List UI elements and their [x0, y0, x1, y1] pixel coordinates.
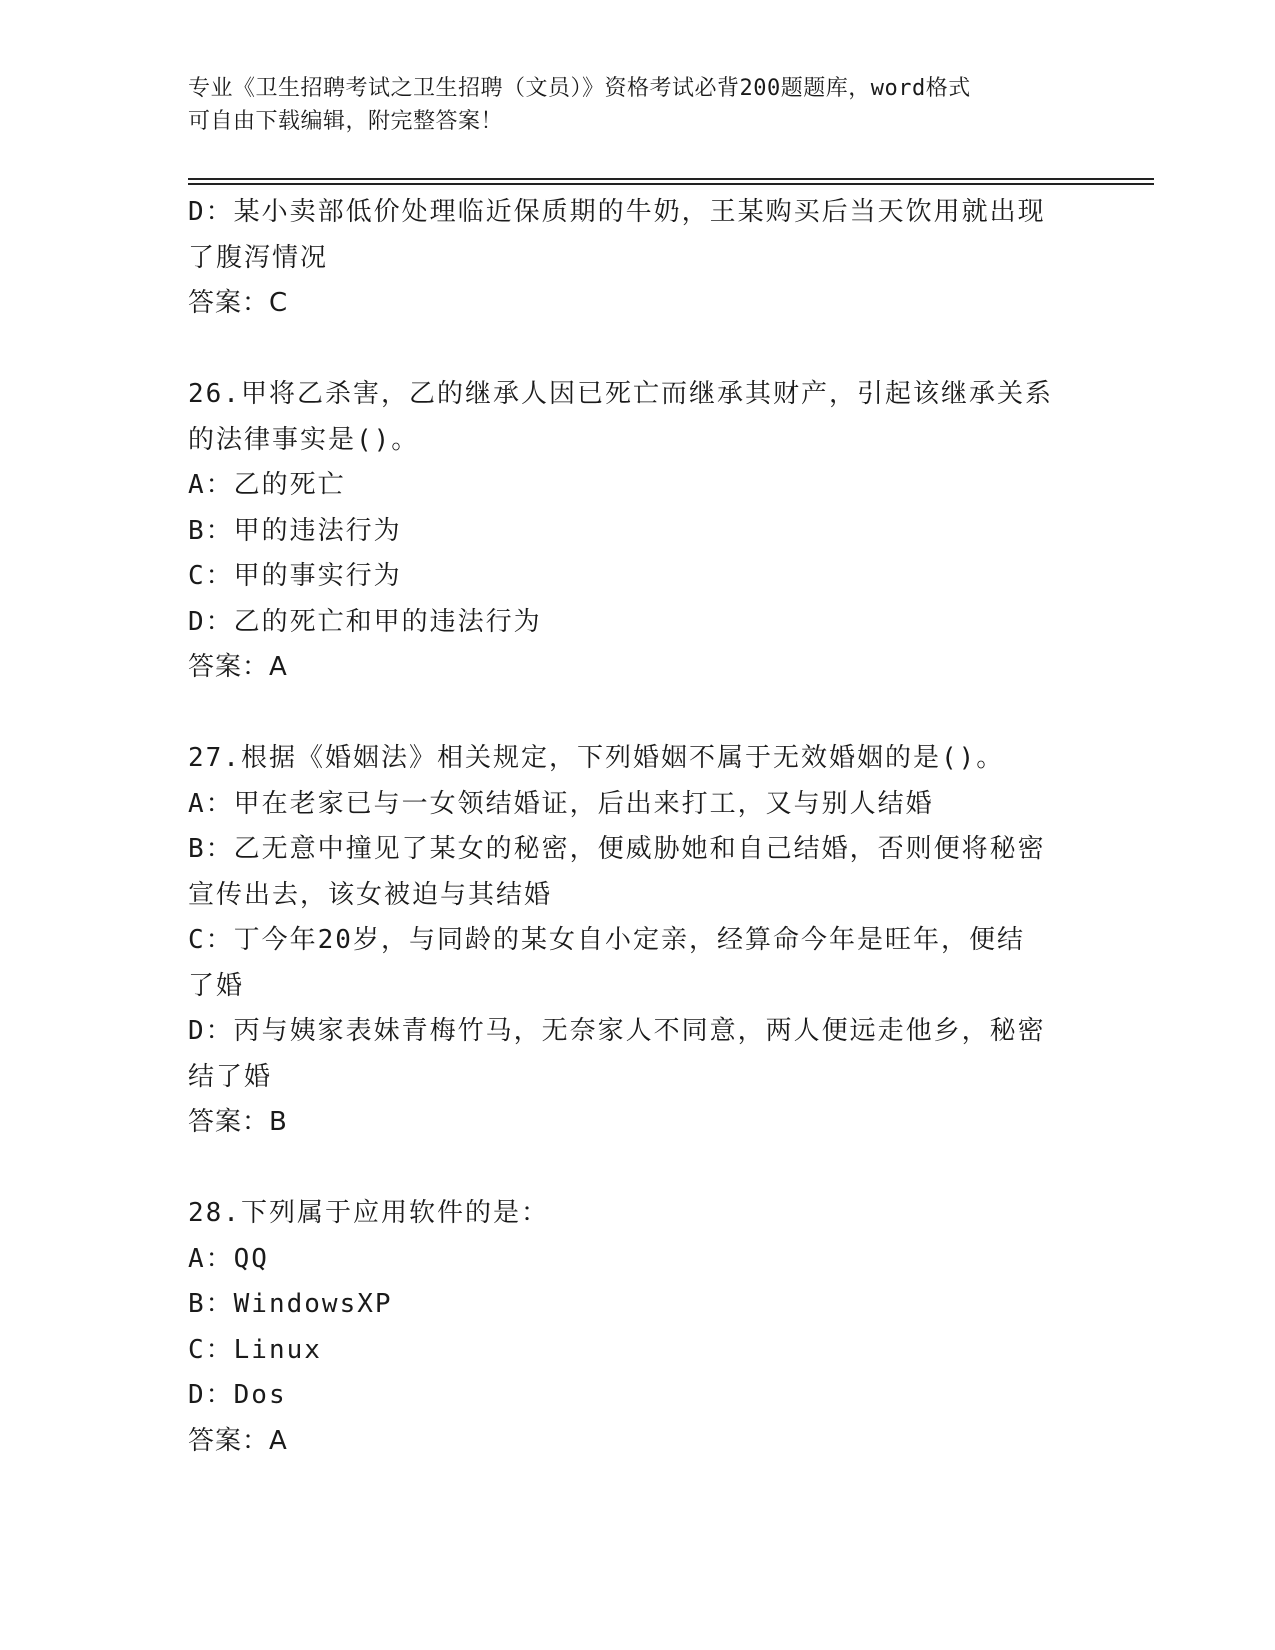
question-block	[188, 372, 1088, 691]
option-b: B：乙无意中撞见了某女的秘密，便威胁她和自己结婚，否则便将秘密	[188, 834, 1046, 864]
option-c: C：丁今年20岁，与同龄的某女自小定亲，经算命今年是旺年，便结	[188, 925, 1025, 955]
answer-line: 答案：A	[188, 652, 288, 682]
answer-line: 答案：B	[188, 1107, 288, 1137]
header-line-1: 专业《卫生招聘考试之卫生招聘（文员）》资格考试必背200题题库，word格式	[188, 76, 971, 101]
question-stem: 26.甲将乙杀害，乙的继承人因已死亡而继承其财产，引起该继承关系	[188, 379, 1053, 409]
option-c: C：Linux	[188, 1334, 322, 1365]
question-block	[188, 1191, 1088, 1464]
question-stem-continued: 的法律事实是()。	[188, 424, 420, 455]
option-a: A：乙的死亡	[188, 470, 346, 500]
option-a: A：甲在老家已与一女领结婚证，后出来打工，又与别人结婚	[188, 788, 934, 819]
header-divider-top	[188, 178, 1154, 180]
option-d: D：某小卖部低价处理临近保质期的牛奶，王某购买后当天饮用就出现	[188, 197, 1046, 227]
answer-line: 答案：C	[188, 288, 289, 318]
option-c: C：甲的事实行为	[188, 561, 402, 591]
answer-line: 答案：A	[188, 1425, 288, 1456]
option-b: B：甲的违法行为	[188, 515, 402, 546]
header-divider-bottom	[188, 183, 1154, 185]
question-stem: 27.根据《婚姻法》相关规定，下列婚姻不属于无效婚姻的是()。	[188, 743, 1005, 773]
question-block	[188, 190, 1088, 327]
spacer	[188, 691, 1088, 737]
document-header	[188, 72, 1088, 138]
option-d: D：丙与姨家表妹青梅竹马，无奈家人不同意，两人便远走他乡，秘密	[188, 1016, 1046, 1046]
option-a: A：QQ	[188, 1243, 269, 1274]
spacer	[188, 1146, 1088, 1192]
option-b-continued: 宣传出去，该女被迫与其结婚	[188, 879, 553, 910]
option-d: D：乙的死亡和甲的违法行为	[188, 606, 542, 637]
option-c-continued: 了婚	[188, 970, 245, 1001]
spacer	[188, 327, 1088, 373]
question-block	[188, 736, 1088, 1146]
option-d: D：Dos	[188, 1380, 287, 1410]
option-b: B：WindowsXP	[188, 1289, 393, 1319]
option-d-continued: 结了婚	[188, 1061, 273, 1092]
question-list	[188, 190, 1088, 1464]
option-d-continued: 了腹泻情况	[188, 242, 329, 273]
question-stem: 28.下列属于应用软件的是：	[188, 1198, 549, 1228]
header-line-2: 可自由下载编辑，附完整答案！	[188, 109, 504, 134]
